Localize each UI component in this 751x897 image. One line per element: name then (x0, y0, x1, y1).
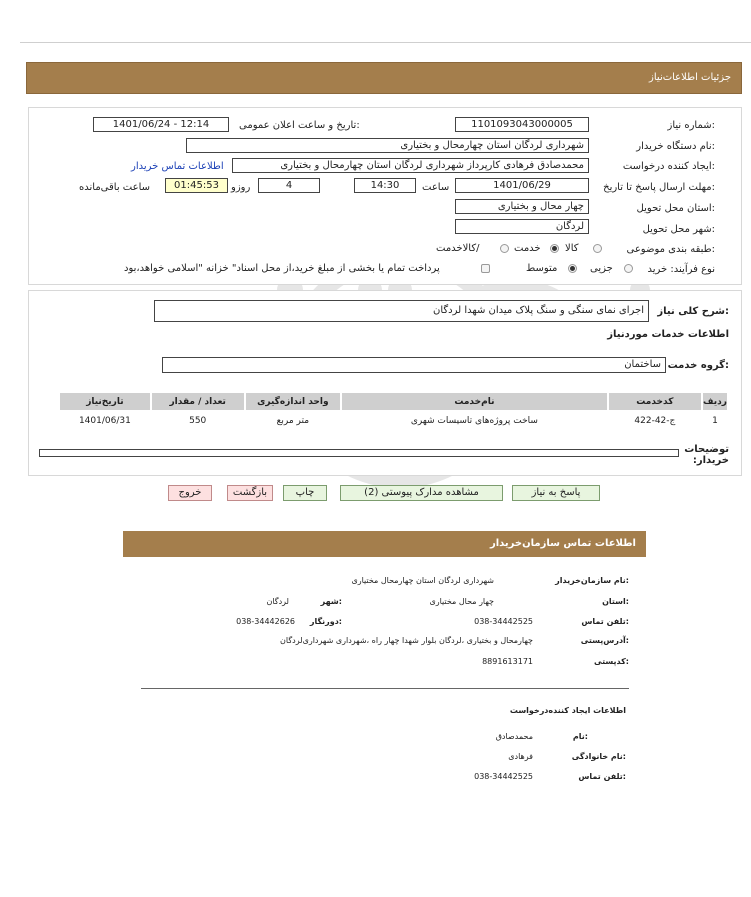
contact-province-label: استان: (602, 597, 629, 606)
fax-label: دورنگار: (309, 617, 342, 626)
contact-section-header (123, 531, 646, 557)
postal-label: کدپستی: (594, 657, 629, 666)
requester-label: ایجاد کننده درخواست: (622, 161, 715, 172)
address-label: آدرس‌پستی: (580, 636, 629, 645)
province-label: استان محل تحویل: (636, 203, 715, 214)
province-field: چهار محال و بختیاری (455, 199, 589, 214)
process-label: نوع فرآیند: خرید (647, 264, 715, 275)
cell-date: 1401/06/31 (59, 411, 151, 430)
buyer-org-label: نام دستگاه خریدار: (636, 141, 715, 152)
deadline-time-field: 14:30 (354, 178, 416, 193)
payment-note: پرداخت تمام یا بخشی از مبلغ خرید،از محل اسناد" خزانه "اسلامی خواهد،بود (124, 263, 440, 274)
table-header-date: تاریخ‌نیاز (59, 392, 151, 411)
cell-row-num: 1 (702, 411, 728, 430)
requester-field: محمدصادق فرهادی کارپرداز شهرداری لردگان استان چهارمحال و بختیاری (232, 158, 589, 173)
category-option-service: خدمت (514, 243, 541, 254)
contact-title: اطلاعات تماس سازمان‌خریدار (489, 538, 636, 549)
attachments-button[interactable]: مشاهده مدارک پیوستی (2) (340, 485, 503, 501)
announce-datetime-field: 1401/06/24 - 12:14 (93, 117, 229, 132)
announce-label: تاریخ و ساعت اعلان عمومی: (239, 120, 360, 131)
phone-label: تلفن تماس: (581, 617, 629, 626)
buyer-org-field: شهرداری لردگان استان چهارمحال و بختیاری (186, 138, 589, 153)
services-table (58, 391, 729, 431)
postal-value: 8891613171 (482, 657, 533, 666)
table-header-quantity: تعداد / مقدار (151, 392, 245, 411)
remaining-label: ساعت باقی‌مانده (79, 182, 151, 193)
need-number-label: شماره نیاز: (667, 120, 715, 131)
days-label: روزو (231, 182, 251, 193)
cell-code: ج-42-422 (608, 411, 702, 430)
category-radio-service[interactable] (550, 244, 559, 253)
buyer-contact-link[interactable]: اطلاعات تماس خریدار (131, 161, 224, 172)
table-header-unit: واحد اندازه‌گیری (245, 392, 341, 411)
deadline-label: مهلت ارسال پاسخ تا تاریخ: (603, 182, 715, 193)
category-radio-goods[interactable] (593, 244, 602, 253)
creator-phone-label: تلفن تماس: (578, 772, 626, 781)
first-name-value: محمدصادق (495, 732, 533, 741)
city-label: شهر محل تحویل: (642, 224, 715, 235)
summary-field: اجرای نمای سنگی و سنگ پلاک میدان شهدا لردگان (154, 300, 649, 322)
reply-button[interactable]: پاسخ به نیاز (512, 485, 600, 501)
group-label: گروه خدمت: (667, 360, 729, 371)
exit-button[interactable]: خروج (168, 485, 212, 501)
back-button[interactable]: بازگشت (227, 485, 273, 501)
cell-name: ساخت پروژه‌های تاسیسات شهری (341, 411, 608, 430)
creator-phone-value: 038-34442525 (474, 772, 533, 781)
table-header-row-num: ردیف (702, 392, 728, 411)
category-option-goods-service: کالاخدمت/ (436, 243, 480, 254)
creator-title: اطلاعات ایجاد کننده‌درخواست (509, 706, 626, 715)
buyer-notes-label: توضیحات خریدار: (684, 444, 729, 466)
print-button[interactable]: چاپ (283, 485, 327, 501)
days-field: 4 (258, 178, 320, 193)
table-header-code: کدخدمت (608, 392, 702, 411)
org-label: نام سازمان‌خریدار: (555, 576, 629, 585)
top-divider (20, 42, 751, 43)
phone-value: 038-34442525 (474, 617, 533, 626)
breadcrumb: جزئیات اطلاعات‌نیاز (649, 72, 731, 83)
need-number-field: 1101093043000005 (455, 117, 589, 132)
payment-checkbox[interactable] (481, 264, 490, 273)
address-value: چهارمحال و بختیاری ،لردگان بلوار شهدا چهار راه ،شهرداری شهرداری‌لردگان (280, 636, 533, 645)
table-row (59, 411, 728, 430)
process-option-medium: متوسط (526, 263, 558, 274)
group-field: ساختمان (162, 357, 666, 373)
deadline-date-field: 1401/06/29 (455, 178, 589, 193)
last-name-value: فرهادی (508, 752, 533, 761)
services-title: اطلاعات خدمات موردنیاز (607, 329, 729, 340)
process-radio-medium[interactable] (568, 264, 577, 273)
buyer-notes-field (39, 449, 679, 457)
process-radio-minor[interactable] (624, 264, 633, 273)
category-option-goods: کالا (565, 243, 579, 254)
cell-quantity: 550 (151, 411, 245, 430)
first-name-label: نام: (572, 732, 588, 741)
page-header (26, 62, 742, 94)
contact-city-label: شهر: (320, 597, 342, 606)
section-divider (141, 688, 629, 689)
fax-value: 038-34442626 (236, 617, 295, 626)
summary-label: شرح کلی نیاز: (657, 306, 729, 317)
category-label: طبقه بندی موضوعی: (626, 244, 715, 255)
city-field: لردگان (455, 219, 589, 234)
need-info-panel (28, 107, 742, 285)
remaining-time-field: 01:45:53 (165, 178, 228, 193)
table-header-name: نام‌خدمت (341, 392, 608, 411)
contact-city-value: لردگان (266, 597, 289, 606)
category-radio-goods-service[interactable] (500, 244, 509, 253)
process-option-minor: جزیی (590, 263, 613, 274)
cell-unit: متر مربع (245, 411, 341, 430)
org-value: شهرداری لردگان استان چهارمحال مختیاری (351, 576, 494, 585)
last-name-label: نام خانوادگی: (571, 752, 626, 761)
time-label: ساعت (422, 182, 450, 193)
contact-province-value: چهار محال مختیاری (429, 597, 494, 606)
